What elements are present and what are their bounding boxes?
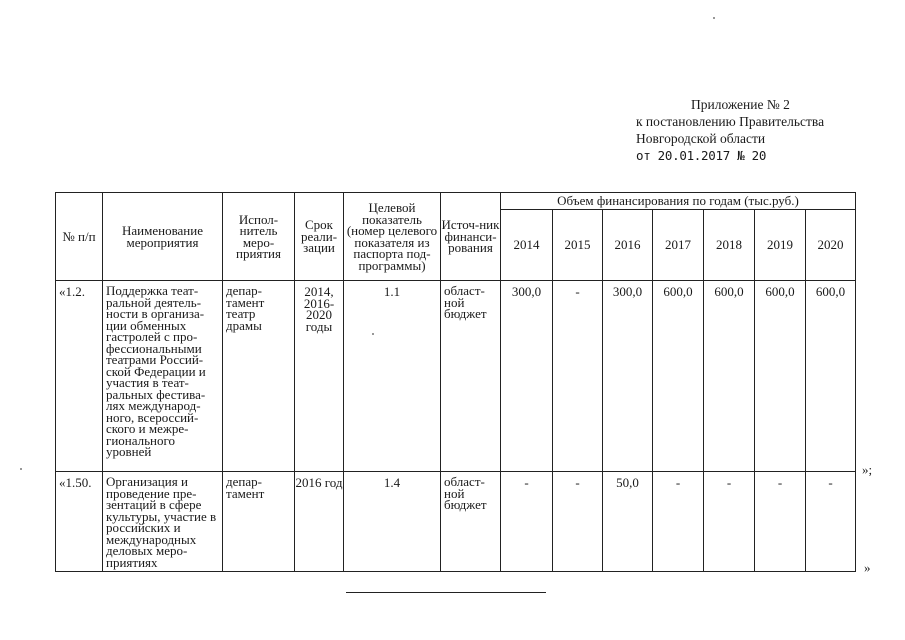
row-name: Поддержка теат-ральной деятель-ности в организа-ции обменных гастролей с про-фессиональными театрами Россий-ской Федерации и участия в теат-ральных фестива-лях международ-ного, всероссий-ского и межре-гионального уровней xyxy=(103,281,223,472)
row-num: «1.50. xyxy=(56,472,103,572)
row-source: област-ной бюджет xyxy=(441,472,501,572)
row-term: 2016 год xyxy=(295,472,344,572)
row-value: - xyxy=(553,281,603,472)
row-value: 300,0 xyxy=(501,281,553,472)
row-num: «1.2. xyxy=(56,281,103,472)
row-executor: депар-тамент театр драмы xyxy=(223,281,295,472)
row-2-end-quote: » xyxy=(864,560,871,575)
row-source: област-ной бюджет xyxy=(441,281,501,472)
header-year: 2017 xyxy=(653,210,704,281)
table-row xyxy=(56,281,856,472)
header-num: № п/п xyxy=(56,193,103,281)
row-executor: депар-тамент xyxy=(223,472,295,572)
scan-speck xyxy=(20,468,22,470)
row-value: 600,0 xyxy=(704,281,755,472)
appendix-title: Приложение № 2 xyxy=(691,97,790,112)
row-value: 50,0 xyxy=(603,472,653,572)
row-value: 600,0 xyxy=(755,281,806,472)
row-target: 1.4 xyxy=(344,472,441,572)
scan-speck xyxy=(372,333,374,335)
header-target: Целевой показатель (номер целевого показателя из паспорта под-программы) xyxy=(344,193,441,281)
row-value: - xyxy=(755,472,806,572)
row-value: - xyxy=(806,472,856,572)
row-value: - xyxy=(653,472,704,572)
header-row-top xyxy=(56,193,856,210)
header-source: Источ-ник финанси-рования xyxy=(441,193,501,281)
financing-table xyxy=(55,192,856,572)
appendix-region-line: Новгородской области xyxy=(636,131,766,146)
scan-speck xyxy=(713,17,715,19)
row-name: Организация и проведение пре-зентаций в сфере культуры, участие в российских и международных деловых меро-приятиях xyxy=(103,472,223,572)
header-term: Срок реали-зации xyxy=(295,193,344,281)
header-financing: Объем финансирования по годам (тыс.руб.) xyxy=(501,193,856,210)
header-executor: Испол-нитель меро-приятия xyxy=(223,193,295,281)
closing-line xyxy=(346,592,546,593)
row-value: 300,0 xyxy=(603,281,653,472)
header-year: 2020 xyxy=(806,210,856,281)
header-name: Наименование мероприятия xyxy=(103,193,223,281)
appendix-header xyxy=(636,96,896,164)
row-1-end-quote: »; xyxy=(862,462,873,477)
row-term: 2014, 2016-2020 годы xyxy=(295,281,344,472)
row-value: - xyxy=(501,472,553,572)
row-value: - xyxy=(704,472,755,572)
table-row xyxy=(56,472,856,572)
appendix-resolution-line: к постановлению Правительства xyxy=(636,114,825,129)
row-value: 600,0 xyxy=(806,281,856,472)
header-year: 2016 xyxy=(603,210,653,281)
header-year: 2015 xyxy=(553,210,603,281)
row-target: 1.1 xyxy=(344,281,441,472)
appendix-date-line: от 20.01.2017 № 20 xyxy=(636,148,767,163)
row-value: 600,0 xyxy=(653,281,704,472)
header-year: 2019 xyxy=(755,210,806,281)
row-value: - xyxy=(553,472,603,572)
header-year: 2018 xyxy=(704,210,755,281)
header-year: 2014 xyxy=(501,210,553,281)
